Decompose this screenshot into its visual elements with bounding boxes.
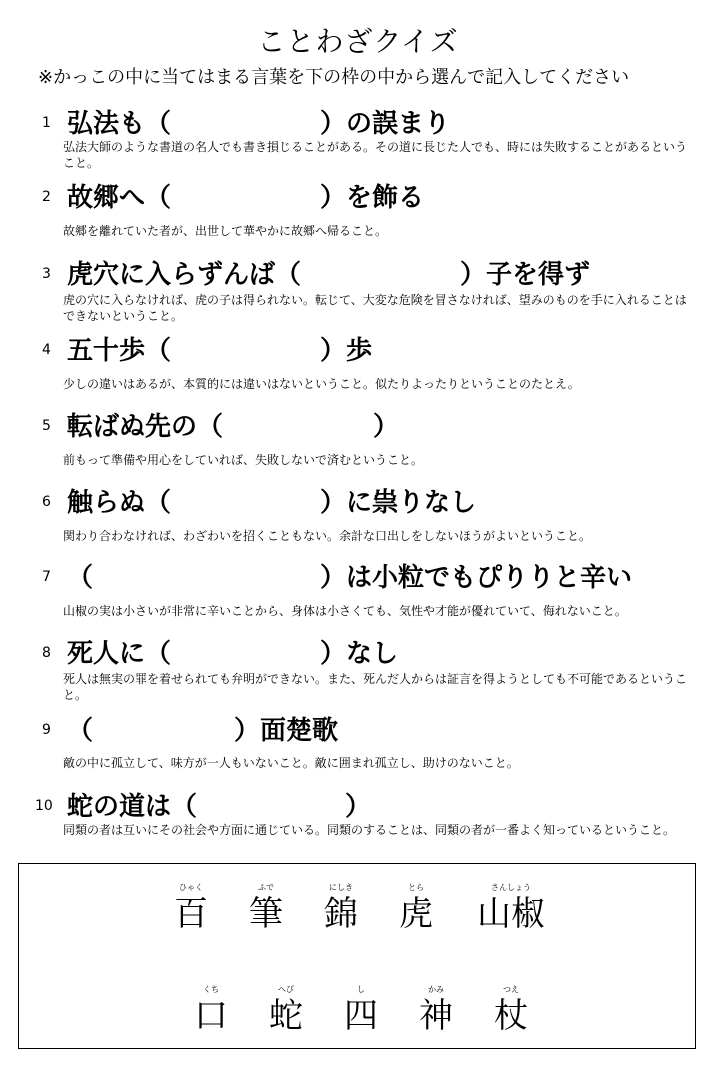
- question-number: 8: [42, 645, 51, 661]
- choice-kanji: 四: [344, 996, 378, 1036]
- choice-item: [151, 882, 231, 934]
- choice-ruby: ふで: [258, 883, 274, 892]
- choice-ruby: し: [357, 985, 365, 994]
- question-post-text: ）面楚歌: [234, 716, 339, 746]
- question-post-text: ）を飾る: [320, 183, 425, 213]
- question-8: [0, 633, 716, 703]
- question-1: [0, 103, 716, 173]
- choice-item: [171, 984, 251, 1036]
- question-description: 同類の者は互いにその社会や方面に通じている。同類のすることは、同類の者が一番よく知っているということ。: [63, 823, 676, 837]
- page-title: ことわざクイズ: [257, 25, 459, 58]
- question-2: [0, 177, 716, 247]
- question-pre-text: 転ばぬ先の（: [67, 412, 224, 442]
- question-number: 1: [42, 115, 51, 131]
- choice-ruby: かみ: [428, 985, 444, 994]
- choice-kanji: 蛇: [269, 996, 303, 1036]
- question-post-text: ）の誤まり: [320, 109, 451, 139]
- choice-kanji: 筆: [249, 894, 283, 934]
- question-pre-text: （: [67, 716, 94, 746]
- question-number: 2: [42, 189, 51, 205]
- question-description: 故郷を離れていた者が、出世して華やかに故郷へ帰ること。: [63, 224, 388, 238]
- choice-ruby: つえ: [503, 985, 519, 994]
- question-number: 4: [42, 342, 51, 358]
- question-post-text: ）に祟りなし: [320, 488, 477, 518]
- choice-item: [461, 882, 561, 934]
- choice-ruby: にしき: [329, 883, 353, 892]
- question-number: 3: [42, 266, 51, 282]
- choice-kanji: 神: [419, 996, 453, 1036]
- choice-item: [301, 882, 381, 934]
- question-pre-text: 触らぬ（: [67, 488, 172, 518]
- question-pre-text: 弘法も（: [67, 109, 172, 139]
- question-9: [0, 710, 716, 780]
- question-description: 死人は無実の罪を着せられても弁明ができない。また、死んだ人からは証言を得ようとしても不可能であるということ。: [63, 672, 688, 702]
- question-pre-text: 故郷へ（: [67, 183, 172, 213]
- question-3: [0, 254, 716, 324]
- question-pre-text: 蛇の道は（: [67, 792, 198, 822]
- question-description: 前もって準備や用心をしていれば、失敗しないで済むということ。: [63, 453, 424, 467]
- choice-item: [321, 984, 401, 1036]
- question-10: [0, 786, 716, 856]
- choice-item: [396, 984, 476, 1036]
- question-7: [0, 557, 716, 627]
- question-pre-text: 五十歩（: [67, 336, 172, 366]
- choice-kanji: 百: [174, 894, 208, 934]
- question-description: 敵の中に孤立して、味方が一人もいないこと。敵に囲まれ孤立し、助けのないこと。: [63, 756, 519, 770]
- choice-item: [376, 882, 456, 934]
- question-pre-text: 虎穴に入らずんば（: [67, 260, 302, 290]
- question-number: 6: [42, 494, 51, 510]
- question-post-text: ）: [373, 412, 400, 442]
- choice-kanji: 杖: [494, 996, 528, 1036]
- question-4: [0, 330, 716, 400]
- choice-ruby: とら: [408, 883, 424, 892]
- choice-ruby: くち: [203, 985, 219, 994]
- instruction-text: ※かっこの中に当てはまる言葉を下の枠の中から選んで記入してください: [38, 67, 630, 88]
- question-description: 少しの違いはあるが、本質的には違いはないということ。似たりよったりということのたとえ。: [63, 377, 580, 391]
- question-post-text: ）歩: [320, 336, 373, 366]
- choice-item: [226, 882, 306, 934]
- choice-kanji: 山椒: [477, 894, 545, 934]
- question-post-text: ）は小粒でもぴりりと辛い: [320, 563, 633, 593]
- question-post-text: ）: [345, 792, 372, 822]
- question-post-text: ）子を得ず: [460, 260, 591, 290]
- choice-ruby: ひゃく: [179, 883, 203, 892]
- choice-item: [246, 984, 326, 1036]
- question-post-text: ）なし: [320, 639, 399, 669]
- choice-item: [471, 984, 551, 1036]
- question-description: 関わり合わなければ、わざわいを招くこともない。余計な口出しをしないほうがよいということ。: [63, 529, 592, 543]
- question-description: 山椒の実は小さいが非常に辛いことから、身体は小さくても、気性や才能が優れていて、侮れないこと。: [63, 604, 627, 618]
- choice-kanji: 口: [194, 996, 228, 1036]
- choice-ruby: さんしょう: [491, 883, 531, 892]
- question-number: 9: [42, 722, 51, 738]
- question-number: 5: [42, 418, 51, 434]
- choice-kanji: 虎: [399, 894, 433, 934]
- question-5: [0, 406, 716, 476]
- question-pre-text: （: [67, 563, 94, 593]
- question-number: 7: [42, 569, 51, 585]
- answer-choices-box: [18, 863, 696, 1049]
- choice-kanji: 錦: [324, 894, 358, 934]
- choice-ruby: へび: [278, 985, 294, 994]
- question-pre-text: 死人に（: [67, 639, 172, 669]
- question-6: [0, 482, 716, 552]
- question-description: 虎の穴に入らなければ、虎の子は得られない。転じて、大変な危険を冒さなければ、望みのものを手に入れることはできないということ。: [63, 293, 687, 323]
- question-number: 10: [35, 798, 53, 814]
- question-description: 弘法大師のような書道の名人でも書き損じることがある。その道に長じた人でも、時には失敗することがあるということ。: [63, 140, 688, 170]
